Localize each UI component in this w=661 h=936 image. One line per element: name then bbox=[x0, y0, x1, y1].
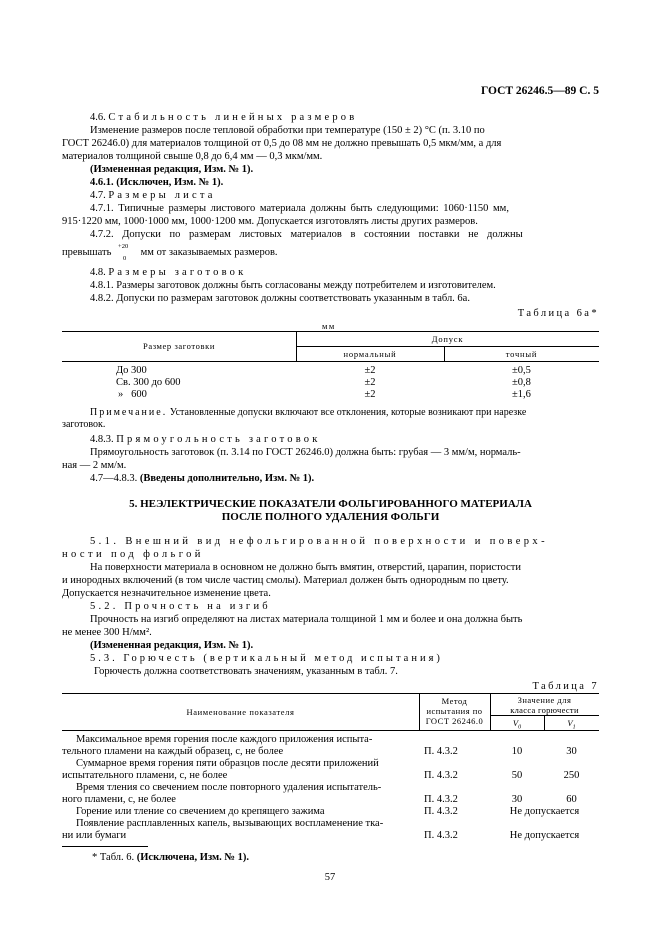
table-cell: Суммарное время горения пяти образцов после десяти приложений bbox=[76, 758, 379, 769]
table-cell: испытательного пламени, с, не более bbox=[62, 770, 228, 781]
table-cell: 10 bbox=[511, 746, 523, 757]
edit-note: (Измененная редакция, Изм. № 1). bbox=[90, 640, 254, 651]
table-cell: Горение или тление со свечением до крепящего зажима bbox=[76, 806, 325, 817]
table-cell: ±0,5 bbox=[512, 365, 531, 376]
table-cell: Св. 300 до 600 bbox=[116, 377, 181, 388]
table-cell: Не допускается bbox=[509, 830, 580, 841]
edit-note: (Измененная редакция, Изм. № 1). bbox=[90, 164, 254, 175]
table-header-value: класса горючести bbox=[510, 705, 579, 715]
table-cell: Появление расплавленных капель, вызывающих воспламенение тка- bbox=[76, 818, 384, 829]
table-cell: ного пламени, с, не более bbox=[62, 794, 176, 805]
page-header: ГОСТ 26246.5—89 С. 5 bbox=[480, 85, 599, 97]
paragraph: 4.6.1. (Исключен, Изм. № 1). bbox=[90, 177, 224, 188]
table-cell: До 300 bbox=[116, 365, 147, 376]
table-header-normal: нормальный bbox=[343, 349, 397, 359]
table-cell: П. 4.3.2 bbox=[424, 746, 458, 757]
paragraph: превышать +20 0 мм от заказываемых размеров. bbox=[62, 243, 278, 262]
table-header-method: Метод bbox=[441, 696, 468, 706]
table-cell: Время тления со свечением после повторного удаления испытатель- bbox=[76, 782, 382, 793]
section-5-1-heading: 5.1. Внешний вид нефольгированной поверхности и поверх- bbox=[90, 536, 548, 547]
table-6a-unit: мм bbox=[322, 321, 336, 331]
table-cell: 60 bbox=[566, 794, 577, 805]
table-rule bbox=[62, 693, 599, 694]
section-4-6-heading: 4.6. Стабильность линейных размеров bbox=[90, 112, 358, 123]
footnote-rule bbox=[62, 846, 148, 847]
table-rule bbox=[62, 331, 599, 332]
paragraph: 4.8.2. Допуски по размерам заготовок должны соответствовать указанным в табл. 6а. bbox=[90, 293, 470, 304]
section-5-3-heading: 5.3. Горючесть (вертикальный метод испытания) bbox=[90, 653, 443, 664]
paragraph: ГОСТ 26246.0) для материалов толщиной от 0,5 до 08 мм не должно превышать 0,5 мкм/мм, а для bbox=[62, 138, 502, 149]
paragraph: 4.8.1. Размеры заготовок должны быть согласованы между потребителем и изготовителем. bbox=[90, 280, 496, 291]
table-header-method: испытания по bbox=[426, 706, 483, 716]
paragraph: не менее 300 Н/мм². bbox=[62, 627, 152, 638]
table-header-v0: $V_0$ bbox=[512, 718, 522, 731]
table-cell: ±2 bbox=[364, 365, 376, 376]
table-cell: 250 bbox=[563, 770, 580, 781]
section-4-7-heading: 4.7. Размеры листа bbox=[90, 190, 216, 201]
paragraph: Горючесть должна соответствовать значениям, указанным в табл. 7. bbox=[94, 666, 398, 677]
table-cell: » 600 bbox=[118, 389, 147, 400]
table-header-name: Наименование показателя bbox=[186, 707, 295, 717]
paragraph: ная — 2 мм/м. bbox=[62, 460, 127, 471]
footnote: * Табл. 6. (Исключена, Изм. № 1). bbox=[92, 852, 249, 863]
table-cell: ±2 bbox=[364, 389, 376, 400]
table-cell: Не допускается bbox=[509, 806, 580, 817]
table-cell: 30 bbox=[511, 794, 523, 805]
table-cell: П. 4.3.2 bbox=[424, 770, 458, 781]
paragraph: 4.7.2. Допуски по размерам листовых материалов в состоянии поставки не должны bbox=[90, 229, 523, 240]
section-5-1-heading: ности под фольгой bbox=[62, 549, 204, 560]
paragraph: Изменение размеров после тепловой обработки при температуре (150 ± 2) °С (п. 3.10 по bbox=[90, 125, 485, 136]
table-cell: ±1,6 bbox=[512, 389, 531, 400]
paragraph: Допускается незначительное изменение цвета. bbox=[62, 588, 271, 599]
paragraph: 915·1220 мм, 1000·1000 мм, 1000·1200 мм. Допускается изготовлять листы других размеров. bbox=[62, 216, 478, 227]
table-header-exact: точный bbox=[505, 349, 538, 359]
table-rule bbox=[296, 346, 599, 347]
paragraph: 4.7—4.8.3. (Введены дополнительно, Изм. № 1). bbox=[90, 473, 315, 484]
table-cell: ±2 bbox=[364, 377, 376, 388]
section-4-8-3-heading: 4.8.3. Прямоугольность заготовок bbox=[90, 434, 321, 445]
table-7-caption: Таблица 7 bbox=[532, 681, 599, 692]
table-note: заготовок. bbox=[62, 419, 106, 430]
table-cell: ±0,8 bbox=[512, 377, 531, 388]
table-header-method: ГОСТ 26246.0 bbox=[425, 716, 484, 726]
paragraph: материалов толщиной свыше 0,8 до 6,4 мм — 0,3 мкм/мм. bbox=[62, 151, 323, 162]
table-cell: тельного пламени на каждый образец, с, не более bbox=[62, 746, 284, 757]
table-cell: ни или бумаги bbox=[62, 830, 127, 841]
table-6a-caption: Таблица 6а* bbox=[517, 308, 599, 319]
table-header-size: Размер заготовки bbox=[143, 341, 215, 351]
section-5-title: ПОСЛЕ ПОЛНОГО УДАЛЕНИЯ ФОЛЬГИ bbox=[221, 511, 440, 523]
section-5-2-heading: 5.2. Прочность на изгиб bbox=[90, 601, 271, 612]
table-cell: Максимальное время горения после каждого приложения испыта- bbox=[76, 734, 373, 745]
table-cell: 50 bbox=[511, 770, 523, 781]
page-number: 57 bbox=[324, 872, 336, 883]
table-header-v1: $V_1$ bbox=[567, 718, 576, 731]
table-cell: 30 bbox=[566, 746, 577, 757]
paragraph: На поверхности материала в основном не должно быть вмятин, отверстий, царапин, пористости bbox=[90, 562, 522, 573]
table-note: Примечание. Установленные допуски включают все отклонения, которые возникают при нарезке bbox=[90, 407, 527, 418]
paragraph: Прямоугольность заготовок (п. 3.14 по ГОСТ 26246.0) должна быть: грубая — 3 мм/м, нормаль- bbox=[90, 447, 521, 458]
paragraph: Прочность на изгиб определяют на листах материала толщиной 1 мм и более и она должна быть bbox=[90, 614, 523, 625]
paragraph: и инородных включений (в том числе частиц смолы). Материал должен быть однородным по цвету. bbox=[62, 575, 509, 586]
section-4-8-heading: 4.8. Размеры заготовок bbox=[90, 267, 247, 278]
table-cell: П. 4.3.2 bbox=[424, 806, 458, 817]
section-5-title: 5. НЕЭЛЕКТРИЧЕСКИЕ ПОКАЗАТЕЛИ ФОЛЬГИРОВАННОГО МАТЕРИАЛА bbox=[129, 498, 532, 510]
paragraph: 4.7.1. Типичные размеры листового материала должны быть следующими: 1060·1150 мм, bbox=[90, 203, 509, 214]
table-header-tolerance: Допуск bbox=[431, 334, 464, 344]
table-rule bbox=[62, 361, 599, 362]
table-header-value: Значение для bbox=[517, 695, 572, 705]
table-cell: П. 4.3.2 bbox=[424, 794, 458, 805]
table-cell: П. 4.3.2 bbox=[424, 830, 458, 841]
